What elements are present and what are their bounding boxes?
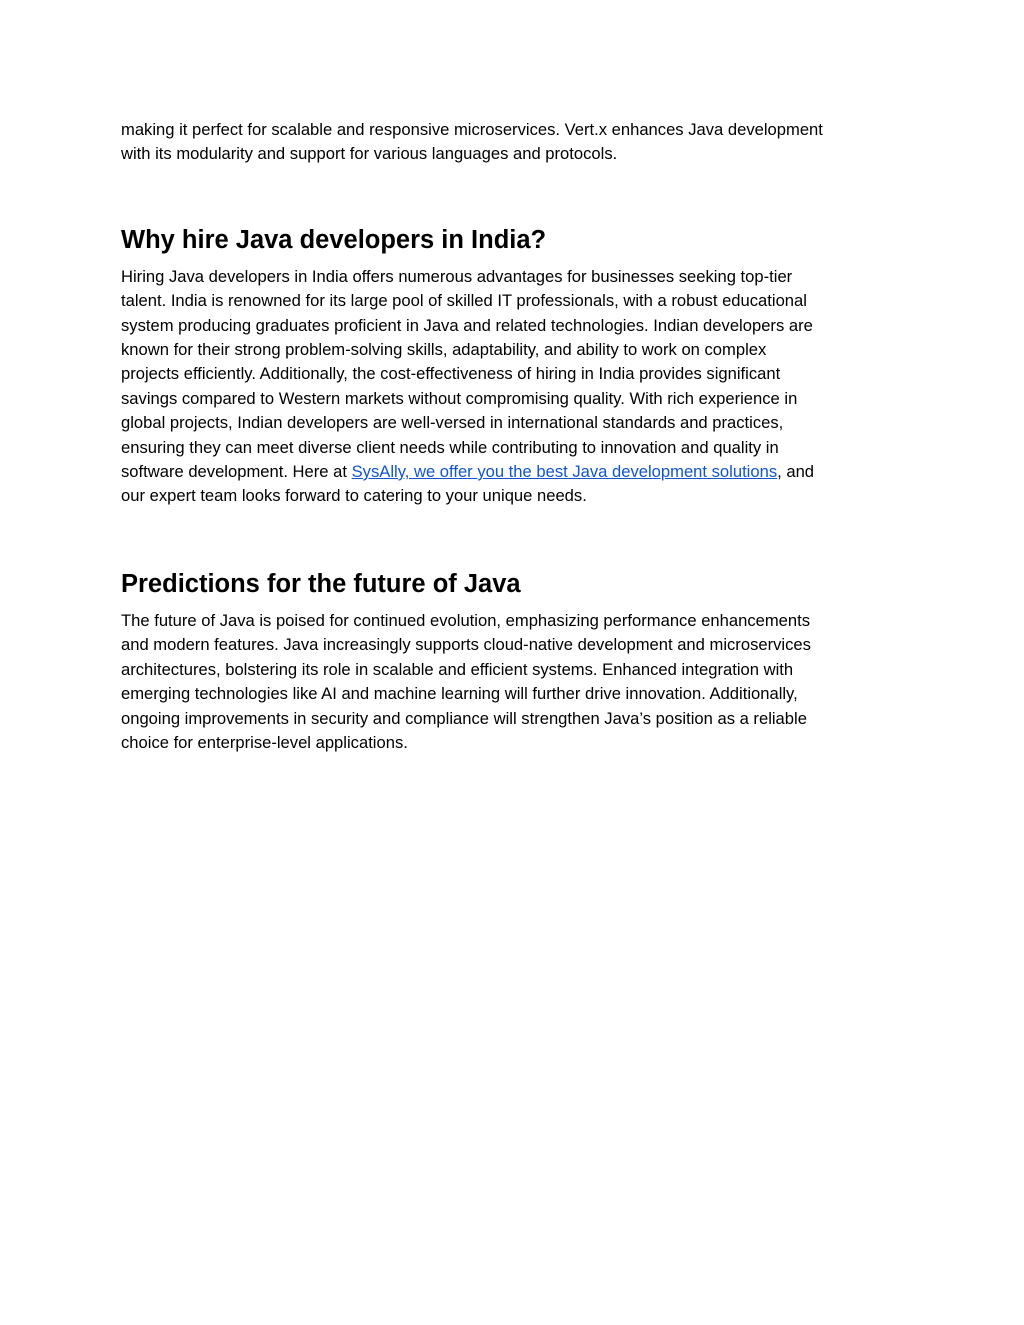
intro-paragraph bbox=[121, 118, 907, 167]
why-india-paragraph bbox=[121, 265, 907, 509]
future-paragraph bbox=[121, 609, 907, 755]
why-india-heading: Why hire Java developers in India? bbox=[121, 225, 547, 254]
future-line: emerging technologies like AI and machine learning will further drive innovation. Additionally, bbox=[121, 684, 798, 704]
future-line: architectures, bolstering its role in scalable and efficient systems. Enhanced integration with bbox=[121, 659, 794, 679]
intro-line: with its modularity and support for various languages and protocols. bbox=[121, 144, 618, 164]
future-line: The future of Java is poised for continued evolution, emphasizing performance enhancements bbox=[121, 610, 811, 630]
why-india-link-line bbox=[121, 460, 907, 484]
future-heading: Predictions for the future of Java bbox=[121, 569, 521, 598]
why-india-line: savings compared to Western markets without compromising quality. With rich experience in bbox=[121, 388, 798, 408]
why-india-line: known for their strong problem-solving skills, adaptability, and ability to work on complex bbox=[121, 340, 767, 360]
link-line-suffix: , and bbox=[777, 462, 815, 482]
why-india-line: global projects, Indian developers are well-versed in international standards and practices, bbox=[121, 413, 784, 433]
why-india-line: Hiring Java developers in India offers numerous advantages for businesses seeking top-tier bbox=[121, 266, 793, 286]
link-line-prefix: software development. Here at bbox=[121, 462, 352, 482]
intro-line: making it perfect for scalable and responsive microservices. Vert.x enhances Java development bbox=[121, 120, 823, 139]
future-line: choice for enterprise-level applications. bbox=[121, 732, 408, 752]
why-india-line: system producing graduates proficient in Java and related technologies. Indian developers are bbox=[121, 315, 813, 335]
why-india-line: projects efficiently. Additionally, the cost-effectiveness of hiring in India provides significant bbox=[121, 364, 781, 384]
why-india-line: ensuring they can meet diverse client needs while contributing to innovation and quality in bbox=[121, 437, 779, 457]
sysally-java-solutions-link[interactable]: SysAlly, we offer you the best Java development solutions bbox=[351, 462, 778, 482]
future-line: and modern features. Java increasingly supports cloud-native development and microservices bbox=[121, 635, 811, 655]
why-india-line: our expert team looks forward to catering to your unique needs. bbox=[121, 486, 587, 506]
why-india-line: talent. India is renowned for its large pool of skilled IT professionals, with a robust educational bbox=[121, 291, 807, 311]
future-line: ongoing improvements in security and compliance will strengthen Java’s position as a reliable bbox=[121, 708, 807, 728]
document-page bbox=[121, 118, 907, 755]
